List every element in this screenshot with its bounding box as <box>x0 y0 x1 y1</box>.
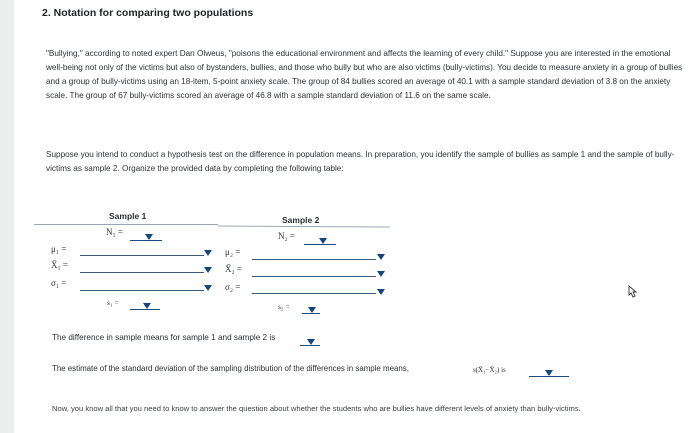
xbar2-dropdown[interactable] <box>252 264 376 277</box>
table-top-rule-left <box>34 224 218 225</box>
dropdown-caret-icon <box>319 238 327 244</box>
dropdown-caret-icon <box>377 254 385 260</box>
dropdown-caret-icon <box>143 303 151 309</box>
mu1-label: μ₁ = <box>51 244 67 254</box>
dropdown-caret-icon <box>377 289 385 295</box>
dropdown-caret-icon <box>377 271 385 277</box>
sigma1-dropdown[interactable] <box>80 278 204 291</box>
sample1-header: Sample 1 <box>109 211 147 221</box>
sigma1-label: σ₁ = <box>51 278 67 288</box>
dropdown-caret-icon <box>204 285 212 291</box>
mu1-dropdown[interactable] <box>80 243 204 256</box>
dropdown-caret-icon <box>545 370 553 376</box>
dropdown-caret-icon <box>145 234 153 240</box>
xbar1-label: X̄₁ = <box>51 260 68 270</box>
question-heading: 2. Notation for comparing two populations <box>42 7 254 19</box>
dropdown-caret-icon <box>307 339 315 345</box>
sigma2-dropdown[interactable] <box>252 281 376 294</box>
xbar2-label: X̄₂ = <box>225 264 242 274</box>
xbar1-dropdown[interactable] <box>80 260 204 273</box>
question-panel <box>14 0 700 433</box>
estimate-symbol: s(X̄₁−X̄₂) is <box>473 366 506 374</box>
s2-label: s₂ = <box>278 302 290 311</box>
sample2-header: Sample 2 <box>282 215 320 225</box>
mu2-dropdown[interactable] <box>252 247 376 260</box>
mouse-cursor-icon <box>626 285 638 299</box>
closing-text: Now, you know all that you need to know to answer the question about whether the students who are bullies have different levels of anxiety than bully-victims. <box>52 404 581 413</box>
dropdown-caret-icon <box>308 307 316 313</box>
problem-paragraph: "Bullying," according to noted expert Dan Olweus, "poisons the educational environment and affects the learning of every child." Suppose you are interested in the emotional well-being not only of the victims but also of bystanders, bullies, and those who bully but who are also victims (bully-victims). You decide to measure anxiety in a group of bullies and a group of bully-victims using an 18-item, 5-point anxiety scale. The group of 84 bullies scored an average of 40.1 with a sample standard deviation of 3.8 on the anxiety scale. The group of 67 bully-victims scored an average of 46.8 with a sample standard deviation of 11.6 on the same scale. <box>46 49 683 100</box>
n1-label: N₁ = <box>106 227 123 237</box>
table-top-rule-right <box>218 225 390 227</box>
n2-label: N₂ = <box>278 231 295 241</box>
mu2-label: μ₂ = <box>225 247 241 257</box>
estimate-sentence: The estimate of the standard deviation of the sampling distribution of the differences in sample means, <box>52 364 409 373</box>
s1-label: s₁ = <box>107 298 119 307</box>
dropdown-caret-icon <box>204 267 212 273</box>
dropdown-caret-icon <box>204 250 212 256</box>
sigma2-label: σ₂ = <box>225 282 241 292</box>
difference-sentence: The difference in sample means for sample 1 and sample 2 is <box>52 333 276 342</box>
instruction-paragraph: Suppose you intend to conduct a hypothesis test on the difference in population means. In preparation, you identify the sample of bullies as sample 1 and the sample of bully-victims as sample 2. Organize the provided data by completing the following table: <box>46 150 675 173</box>
